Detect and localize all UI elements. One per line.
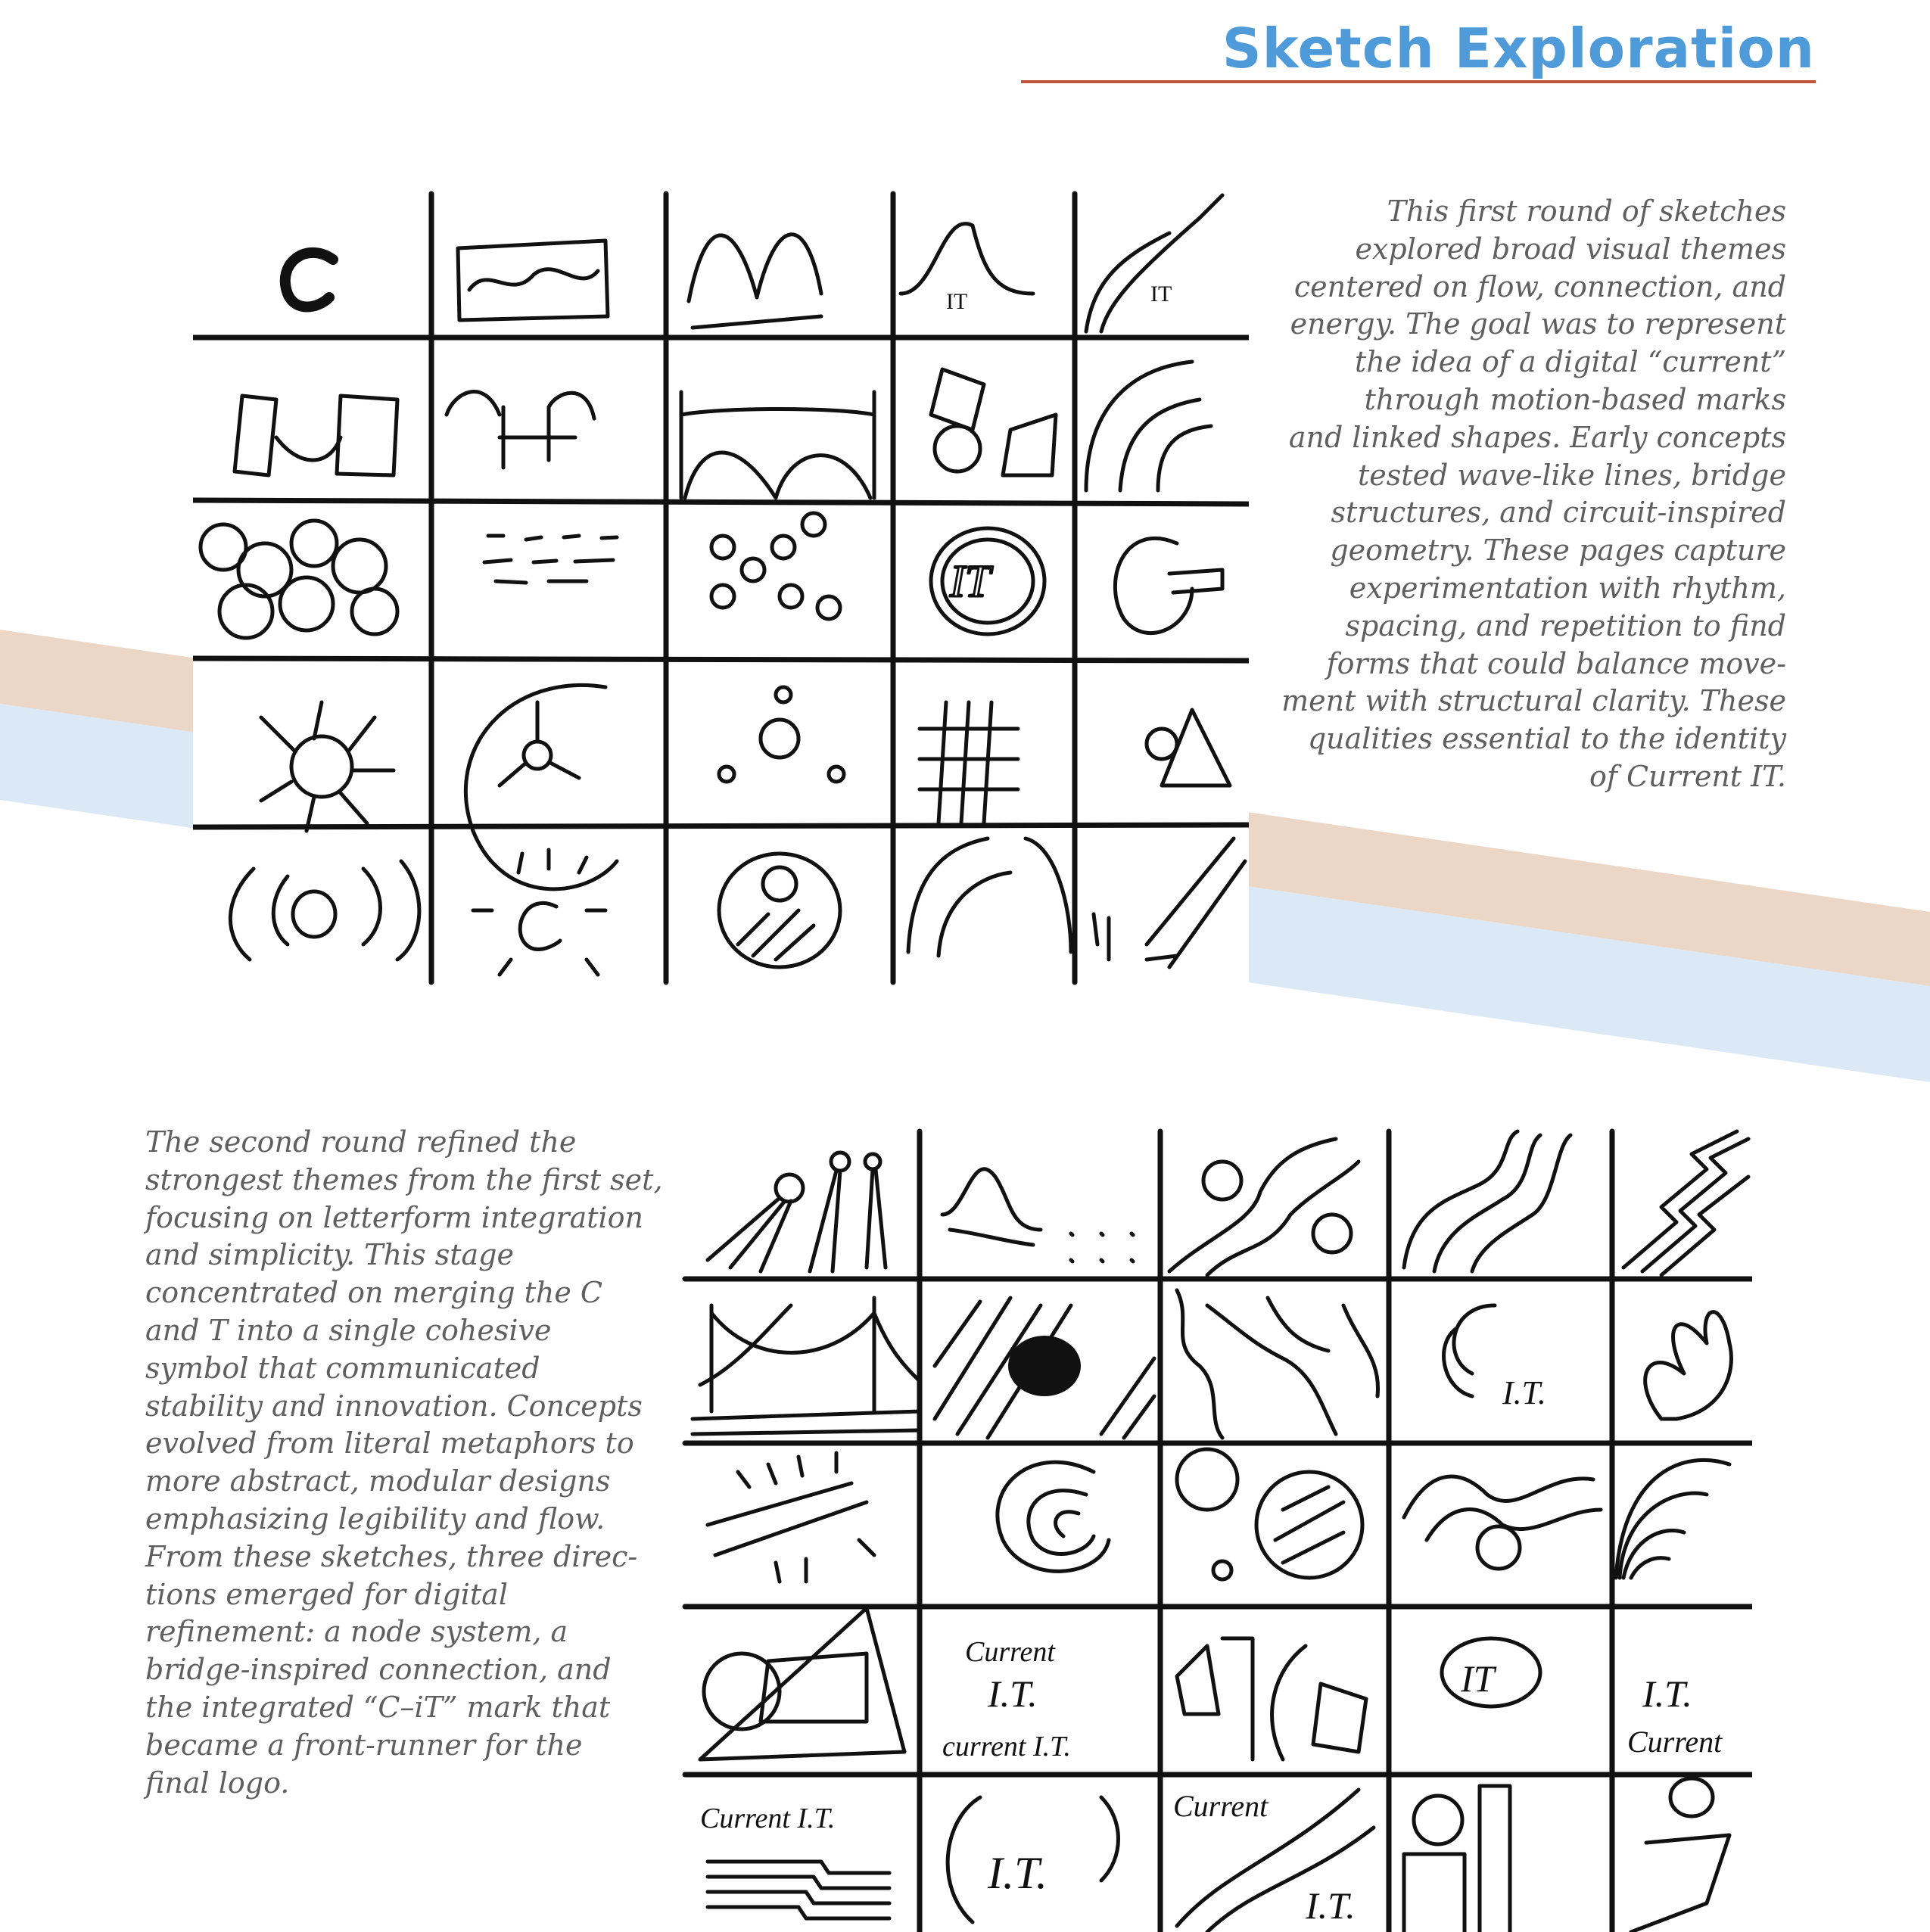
- sketch-zigzag-maze: [1623, 1131, 1748, 1275]
- sketch-comet-lines: [708, 1153, 886, 1271]
- sketch-loops: [1645, 1312, 1732, 1419]
- sketch-ci-logo: [1444, 1305, 1495, 1396]
- sketch-circle-cluster: [201, 521, 397, 638]
- page-title: Sketch Exploration: [1222, 17, 1815, 80]
- sketch-label-it-2: IT: [1150, 282, 1172, 306]
- sketch-label-current-it-1: current I.T.: [942, 1731, 1071, 1762]
- sketch-wave-box: [458, 241, 608, 320]
- sketch-label-it-4: I.T.: [1502, 1374, 1546, 1411]
- sketch-spike: [901, 224, 1033, 294]
- sketch-crack-lines: [1177, 1290, 1378, 1438]
- sketch-arches: [908, 838, 1071, 956]
- sketch-net: [681, 392, 874, 498]
- sketch-suspension-bridge: [693, 1298, 920, 1434]
- sketch-river: [1169, 1139, 1359, 1275]
- sketch-label-current-1: Current: [965, 1636, 1055, 1668]
- sketch-label-it-9: I.T.: [1306, 1884, 1356, 1927]
- title-underline: [1021, 80, 1816, 83]
- sketch-i-shapes: [1404, 1786, 1510, 1932]
- sketch-curves: [1086, 195, 1222, 331]
- sketch-node-x: [711, 513, 840, 619]
- sketch-label-it-6: IT: [1461, 1657, 1495, 1700]
- sketch-wifi-arcs: [1616, 1460, 1729, 1578]
- sketch-label-current-2: Current: [1627, 1725, 1723, 1759]
- round-two-description: The second round refined the strongest themes from the first set, focusing on letterform integration and simplicity. This stage concentrated on merging the C and T into a single cohesive symbol that communicated stability and innovation. Concepts evolved from literal metaphors to more abstract, modular designs emphasizing legibility and flow. From these sketches, three direc- tions emerged for digital refinement: a node system, a bridge-inspired connection, and the integrated “C–iT” mark that became a front-runner for the final logo.: [145, 1125, 663, 1800]
- sketch-wave-dots: [942, 1169, 1133, 1262]
- sketch-flow-lines: [1404, 1131, 1570, 1271]
- sketch-c-node: [465, 685, 617, 888]
- sketch-h-shape: [447, 392, 594, 468]
- sketch-grid-nodes: [920, 702, 1018, 823]
- sketch-shapes: [931, 369, 1056, 475]
- sketch-stair-lines: [708, 1862, 889, 1918]
- sketch-arcs: [1086, 362, 1211, 490]
- sketch-three-nodes: [719, 687, 844, 782]
- sketch-radiant-c: [473, 850, 605, 975]
- sketch-bridge: [235, 396, 397, 475]
- round-one-description: This first round of sketches explored broad visual themes centered on flow, connection, and energy. The goal was to represent the idea of a digital “current” through motion-based marks and linked shapes. Early concepts tested wave-like lines, bridge structures, and circuit-inspired geometry. These pages capture experimentation with rhythm, spacing, and repetition to find forms that could balance move- ment with structural clarity. These qualities essential to the identity of Current IT.: [1281, 194, 1786, 793]
- sketch-slash-lines: [1094, 838, 1245, 967]
- sketch-bracket-shapes: [1177, 1638, 1366, 1759]
- sketch-radiating-lines: [708, 1453, 874, 1582]
- sketch-waves-circle: [1404, 1476, 1601, 1569]
- sketch-sheet-round-one: [193, 188, 1249, 986]
- sketch-swirl-c: [998, 1462, 1109, 1571]
- sketch-peaks: [689, 235, 821, 328]
- sketch-g-shape: [1115, 538, 1222, 633]
- sketch-network-star: [261, 702, 394, 831]
- sketch-circle-square-triangle: [700, 1608, 904, 1759]
- sketch-label-it-3: IT: [950, 556, 991, 606]
- sketch-ink-blot: [1008, 1336, 1081, 1396]
- sketch-sheet-round-two: [677, 1116, 1752, 1932]
- sketch-label-it-1: IT: [946, 289, 968, 314]
- sketch-tilted-i: [1631, 1778, 1729, 1932]
- sketch-label-it-8: I.T.: [988, 1848, 1047, 1898]
- sketch-dash-lines: [484, 536, 617, 583]
- sketch-c-letter: [285, 253, 333, 307]
- sketch-planets: [1177, 1449, 1362, 1579]
- sketch-label-it-7: I.T.: [1642, 1672, 1692, 1715]
- sketch-label-current-it-2: Current I.T.: [700, 1803, 836, 1834]
- sketch-signal-o: [230, 861, 419, 960]
- sketch-label-current-3: Current: [1173, 1789, 1269, 1823]
- sketch-triangle-node: [1147, 710, 1230, 786]
- sketch-label-it-5: I.T.: [988, 1672, 1038, 1715]
- sketch-hatched-circle: [719, 854, 840, 967]
